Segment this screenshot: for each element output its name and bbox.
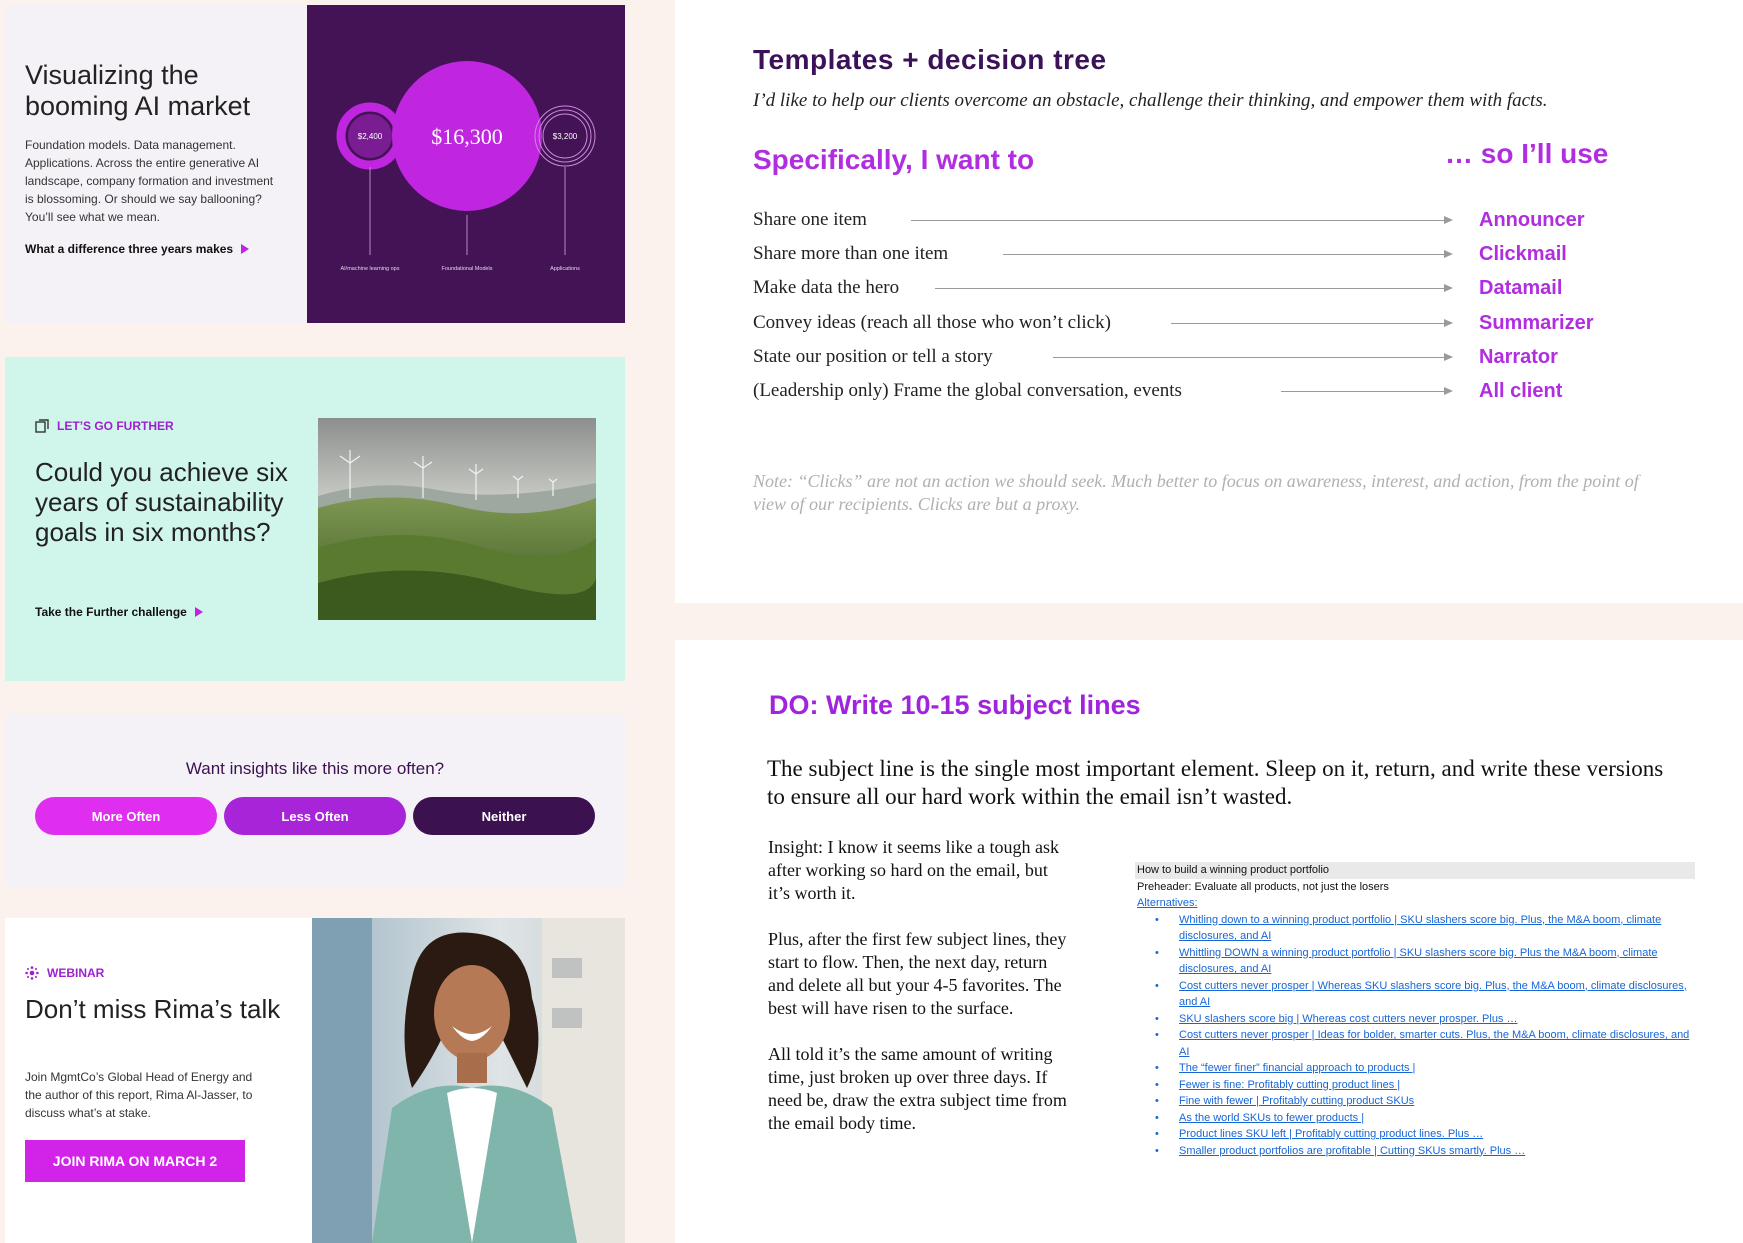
slide-title: Templates + decision tree <box>753 44 1107 75</box>
further-cta-label: Take the Further challenge <box>35 605 187 619</box>
decision-template: Summarizer <box>1479 312 1594 334</box>
neither-button[interactable]: Neither <box>413 797 595 835</box>
further-title: Could you achieve six years of sustainability goals in six months? <box>35 457 288 547</box>
alternatives-list <box>1135 912 1695 1160</box>
decision-template: Clickmail <box>1479 243 1567 265</box>
webinar-body: Join MgmtCo’s Global Head of Energy and the author of this report, Rima Al-Jasser, to discuss what’s at stake. <box>25 1070 253 1120</box>
use-column-heading: … so I’ll use <box>1445 138 1609 169</box>
doc-alternatives-label[interactable]: Alternatives: <box>1137 897 1198 909</box>
bubble-value-foundation: $16,300 <box>431 124 503 149</box>
book-stack-icon <box>35 419 49 433</box>
webinar-eyebrow <box>25 966 104 980</box>
alternative-subject-link[interactable]: • Whittling DOWN a winning product portfolio | SKU slashers score big. Plus the M&A boom, climate disclosures, and AI <box>1179 945 1695 978</box>
wind-turbine-landscape-image <box>318 418 596 620</box>
poll-question: Want insights like this more often? <box>185 759 445 778</box>
alternative-subject-link[interactable]: • Product lines SKU left | Profitably cutting product lines. Plus … <box>1179 1126 1695 1143</box>
time-paragraph: All told it’s the same amount of writing time, just broken up over three days. If need be, draw the extra subject time from the email body time. <box>768 1044 1067 1133</box>
ai-market-bubble-chart <box>307 5 625 323</box>
webinar-eyebrow-label: WEBINAR <box>47 966 105 980</box>
decision-row <box>753 277 1653 307</box>
bubble-value-ai-ops: $2,400 <box>357 132 383 141</box>
further-cta-link[interactable] <box>35 605 203 619</box>
ai-market-text <box>25 60 275 256</box>
decision-row <box>753 209 1653 239</box>
decision-template: Announcer <box>1479 209 1585 231</box>
alternative-subject-link[interactable]: • As the world SKUs to fewer products | <box>1179 1110 1695 1127</box>
speaker-photo <box>312 918 625 1243</box>
bubble-label-applications: Applications <box>550 266 580 272</box>
flow-paragraph: Plus, after the first few subject lines, they start to flow. Then, the next day, return and delete all but your 4-5 favorites. The best will have risen to the surface. <box>768 929 1067 1018</box>
ai-market-cta-label: What a difference three years makes <box>25 242 234 256</box>
less-often-button[interactable]: Less Often <box>224 797 406 835</box>
bubble-label-ai-ops: AI/machine learning ops <box>340 266 400 272</box>
insights-poll-card <box>5 713 625 887</box>
subject-lines-slide <box>675 640 1743 1243</box>
alternative-subject-link[interactable]: • Whitling down to a winning product portfolio | SKU slashers score big. Plus, the M&A boom, climate disclosures, and AI <box>1179 912 1695 945</box>
slide-body <box>768 836 1068 1158</box>
webinar-card <box>5 918 625 1243</box>
decision-template: Datamail <box>1479 277 1563 299</box>
slide-title: DO: Write 10-15 subject lines <box>769 690 1141 720</box>
slide-lead: The subject line is the single most important element. Sleep on it, return, and write these versions to ensure all our hard work within the email isn’t wasted. <box>767 756 1664 809</box>
templates-decision-tree-slide <box>675 0 1743 603</box>
alternative-subject-link[interactable]: • Smaller product portfolios are profitable | Cutting SKUs smartly. Plus … <box>1179 1143 1695 1160</box>
ai-market-body: Foundation models. Data management. Applications. Across the entire generative AI landscape, company formation and investment is blossoming. Or should we say ballooning? You’ll see what we mean. <box>25 138 274 224</box>
ai-market-card <box>5 5 625 323</box>
alternative-subject-link[interactable]: • Cost cutters never prosper | Ideas for bolder, smarter cuts. Plus, the M&A boom, climate disclosures, and AI <box>1179 1027 1695 1060</box>
alternative-subject-link[interactable]: • Fewer is fine: Profitably cutting product lines | <box>1179 1077 1695 1094</box>
arrow-right-icon <box>1281 391 1451 392</box>
arrow-right-icon <box>1003 254 1451 255</box>
arrow-right-icon <box>1171 323 1451 324</box>
ai-market-cta-link[interactable] <box>25 242 275 256</box>
alternative-subject-link[interactable]: • Cost cutters never prosper | Whereas SKU slashers score big. Plus, the M&A boom, climate disclosures, and AI <box>1179 978 1695 1011</box>
sparkle-icon <box>25 966 39 980</box>
decision-template: Narrator <box>1479 346 1558 368</box>
decision-row <box>753 312 1653 342</box>
slide-subtitle: I’d like to help our clients overcome an obstacle, challenge their thinking, and empower them with facts. <box>753 90 1548 111</box>
decision-want: State our position or tell a story <box>753 346 993 367</box>
decision-row <box>753 346 1653 376</box>
doc-subject-title: How to build a winning product portfolio <box>1135 862 1695 879</box>
arrow-right-icon <box>911 220 1451 221</box>
ai-market-title: Visualizing the booming AI market <box>25 60 251 121</box>
bubble-value-applications: $3,200 <box>552 132 578 141</box>
doc-preheader: Preheader: Evaluate all products, not just the losers <box>1137 880 1389 893</box>
more-often-button[interactable]: More Often <box>35 797 217 835</box>
decision-want: (Leadership only) Frame the global conversation, events <box>753 380 1182 401</box>
insight-paragraph: Insight: I know it seems like a tough ask after working so hard on the email, but it’s worth it. <box>768 837 1059 903</box>
further-eyebrow <box>35 419 174 433</box>
decision-want: Share one item <box>753 209 867 230</box>
join-rima-button[interactable]: JOIN RIMA ON MARCH 2 <box>25 1140 245 1182</box>
decision-template: All client <box>1479 380 1563 402</box>
subject-line-doc-excerpt <box>1135 862 1695 1159</box>
play-arrow-icon <box>241 244 249 254</box>
decision-want: Make data the hero <box>753 277 900 298</box>
decision-row <box>753 380 1653 410</box>
clicks-note: Note: “Clicks” are not an action we should seek. Much better to focus on awareness, interest, and action, from the point of view of our recipients. Clicks are but a proxy. <box>753 471 1639 514</box>
decision-want: Share more than one item <box>753 243 949 264</box>
play-arrow-icon <box>195 607 203 617</box>
bubble-label-foundation: Foundational Models <box>441 266 493 272</box>
alternative-subject-link[interactable]: • The “fewer finer” financial approach to products | <box>1179 1060 1695 1077</box>
webinar-title: Don’t miss Rima’s talk <box>25 994 281 1024</box>
arrow-right-icon <box>1053 357 1451 358</box>
further-eyebrow-label: LET’S GO FURTHER <box>57 419 174 433</box>
alternative-subject-link[interactable]: • SKU slashers score big | Whereas cost cutters never prosper. Plus … <box>1179 1011 1695 1028</box>
alternative-subject-link[interactable]: • Fine with fewer | Profitably cutting product SKUs <box>1179 1093 1695 1110</box>
decision-row <box>753 243 1653 273</box>
decision-want: Convey ideas (reach all those who won’t click) <box>753 312 1111 333</box>
further-card <box>5 357 625 681</box>
want-column-heading: Specifically, I want to <box>753 144 1035 175</box>
arrow-right-icon <box>935 288 1451 289</box>
